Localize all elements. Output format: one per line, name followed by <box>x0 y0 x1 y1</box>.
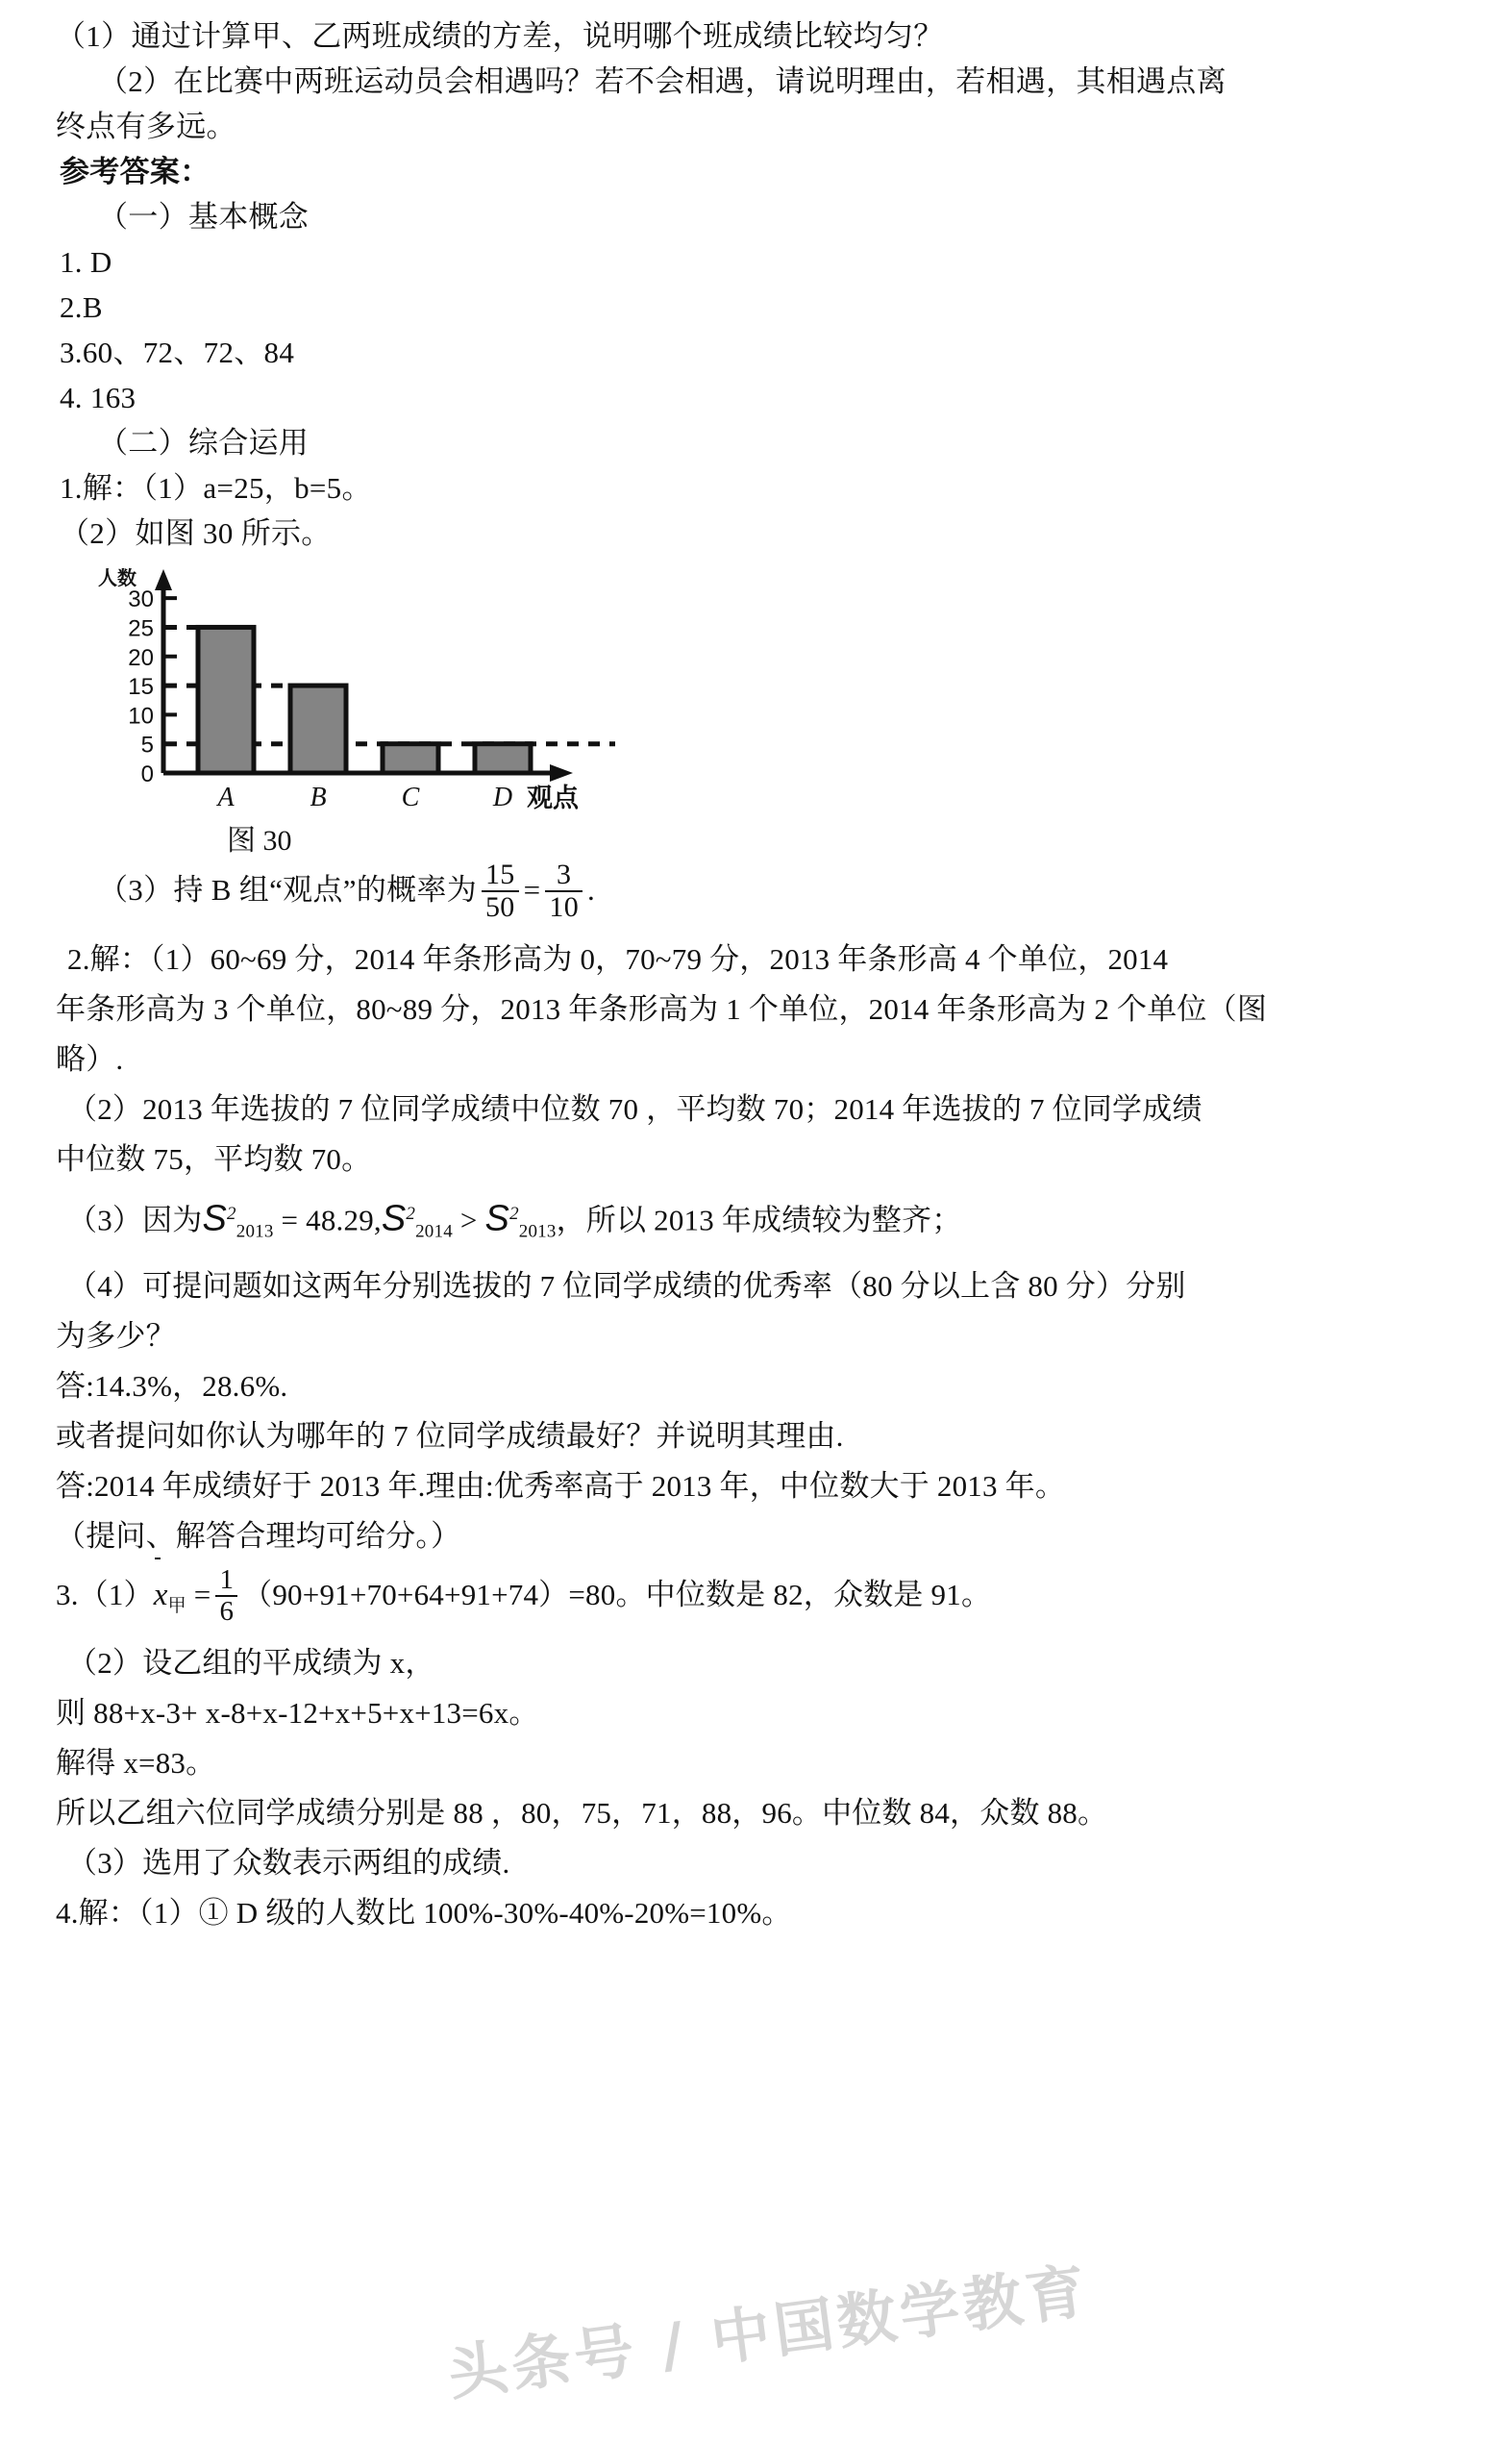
chart-y-tick-label: 15 <box>128 674 154 701</box>
chart-bar <box>198 627 254 773</box>
fraction-1-6 <box>215 1565 237 1626</box>
variance-equals-value: = 48.29, <box>281 1202 382 1236</box>
x-mean-symbol: x <box>154 1561 168 1627</box>
x-mean-equals: = <box>193 1578 211 1612</box>
chart-bar <box>475 744 531 773</box>
bar-chart-svg <box>77 563 615 821</box>
problem-2-line-10: 或者提问如你认为哪年的 7 位同学成绩最好？并说明其理由. <box>56 1419 844 1454</box>
section-one-item-2: 2.B <box>60 290 103 324</box>
problem-2-line-7: （4）可提问题如这两年分别选拔的 7 位同学成绩的优秀率（80 分以上含 80 分）分别 <box>67 1269 1186 1304</box>
problem-3-line-2: （2）设乙组的平成绩为 x， <box>67 1646 435 1681</box>
section-one-item-1: 1. D <box>60 245 112 279</box>
chart-y-axis-arrow <box>155 569 172 590</box>
variance-exponent-3: 2 <box>509 1203 519 1224</box>
fraction-denominator: 6 <box>215 1595 237 1627</box>
question-2-continued: 终点有多远。 <box>56 110 236 143</box>
period-mark: . <box>587 872 596 907</box>
variance-symbol-3: S <box>484 1197 510 1238</box>
figure-caption: 图 30 <box>227 825 292 857</box>
problem-2-line-12: （提问、解答合理均可给分。） <box>56 1519 461 1554</box>
fraction-numerator: 15 <box>485 859 515 890</box>
chart-x-axis-arrow <box>550 764 573 782</box>
chart-y-tick-label: 5 <box>140 732 154 759</box>
fraction-denominator: 50 <box>482 890 519 923</box>
problem-4-line-1: 4.解：（1）① D 级的人数比 100%-30%-40%-20%=10%。 <box>56 1896 792 1931</box>
variance-subscript-2014: 2014 <box>415 1221 453 1242</box>
problem-2-line-6 <box>56 1184 1456 1262</box>
chart-y-tick-label: 30 <box>128 586 154 613</box>
problem-3-line-3: 则 88+x-3+ x-8+x-12+x+5+x+13=6x。 <box>56 1696 539 1731</box>
problem-1-line-3 <box>56 861 1456 925</box>
problem-3-line-5: 所以乙组六位同学成绩分别是 88 ，80，75，71，88，96。中位数 84，众数 88。 <box>56 1796 1108 1831</box>
question-1: （1）通过计算甲、乙两班成绩的方差，说明哪个班成绩比较均匀？ <box>56 19 944 53</box>
chart-bar <box>290 686 346 773</box>
chart-y-tick-label: 25 <box>128 615 154 642</box>
answers-heading: 参考答案： <box>60 155 211 188</box>
chart-category-label: C <box>401 783 420 812</box>
chart-y-tick-label: 20 <box>128 644 154 671</box>
equals-sign: = <box>523 872 541 907</box>
problem-1-line-1: 1.解：（1）a=25，b=5。 <box>60 471 372 505</box>
problem-3-line-1 <box>56 1561 1456 1638</box>
chart-category-label: B <box>310 783 327 812</box>
section-two-title: （二）综合运用 <box>98 426 310 460</box>
fraction-numerator: 3 <box>557 859 572 890</box>
problem-2-line-4: （2）2013 年选拔的 7 位同学成绩中位数 70 ，平均数 70；2014 年选拔的 7 位同学成绩 <box>67 1091 1202 1126</box>
chart-bars <box>198 627 531 773</box>
problem-3-line-4: 解得 x=83。 <box>56 1746 216 1781</box>
problem-2-line-11: 答:2014 年成绩好于 2013 年.理由:优秀率高于 2013 年，中位数大于 2013 年。 <box>56 1469 1066 1504</box>
bar-chart-figure <box>77 563 615 821</box>
chart-x-axis-label: 观点 <box>527 784 579 812</box>
fraction-15-50 <box>482 860 519 923</box>
chart-y-axis-label: 人数 <box>98 568 136 589</box>
problem-2-line-8: 为多少？ <box>56 1319 176 1354</box>
chart-category-label: A <box>217 783 235 812</box>
variance-subscript-2013a: 2013 <box>235 1221 274 1242</box>
problem-3-expression: （90+91+70+64+91+74）=80。中位数是 82，众数是 91。 <box>242 1578 992 1612</box>
variance-symbol-2: S <box>381 1197 407 1238</box>
chart-y-tick-label: 0 <box>140 761 154 787</box>
problem-2-line-9: 答:14.3%，28.6%. <box>56 1369 288 1404</box>
fraction-3-10 <box>545 860 582 923</box>
problem-2-line-2: 年条形高为 3 个单位，80~89 分，2013 年条形高为 1 个单位，2014 年条形高为 2 个单位（图 <box>56 991 1268 1026</box>
section-one-item-3: 3.60、72、72、84 <box>60 336 295 369</box>
variance-text-prefix: （3）因为 <box>67 1202 203 1236</box>
watermark: 头条号 / 中国数学教育 <box>443 2255 1094 2409</box>
variance-text-suffix: ，所以 2013 年成绩较为整齐； <box>556 1202 962 1236</box>
variance-subscript-2013b: 2013 <box>518 1221 557 1242</box>
problem-2-line-5: 中位数 75，平均数 70。 <box>56 1141 372 1176</box>
problem-2-line-3: 略）. <box>56 1041 124 1076</box>
section-one-title: （一）基本概念 <box>98 200 310 234</box>
problem-3-label: 3.（1） <box>56 1578 154 1612</box>
problem-2-line-1: 2.解：（1）60~69 分，2014 年条形高为 0，70~79 分，2013 年条形高 4 个单位，2014 <box>67 941 1169 976</box>
chart-y-tick-label: 10 <box>128 703 154 730</box>
variance-symbol-1: S <box>202 1197 228 1238</box>
problem-3-line-6: （3）选用了众数表示两组的成绩. <box>67 1846 510 1881</box>
chart-category-label: D <box>492 783 513 812</box>
greater-than-sign: > <box>459 1202 478 1236</box>
question-2: （2）在比赛中两班运动员会相遇吗？若不会相遇，请说明理由，若相遇，其相遇点离 <box>98 64 1227 98</box>
problem-1-line-2: （2）如图 30 所示。 <box>60 516 332 550</box>
probability-text: （3）持 B 组“观点”的概率为 <box>98 872 477 907</box>
x-mean-subscript: 甲 <box>167 1596 186 1617</box>
chart-category-labels <box>215 783 512 812</box>
variance-exponent-1: 2 <box>227 1203 236 1224</box>
section-one-item-4: 4. 163 <box>60 381 136 414</box>
fraction-denominator: 10 <box>545 890 582 923</box>
fraction-numerator: 1 <box>219 1564 235 1596</box>
chart-bar <box>383 744 438 773</box>
variance-exponent-2: 2 <box>406 1203 416 1224</box>
